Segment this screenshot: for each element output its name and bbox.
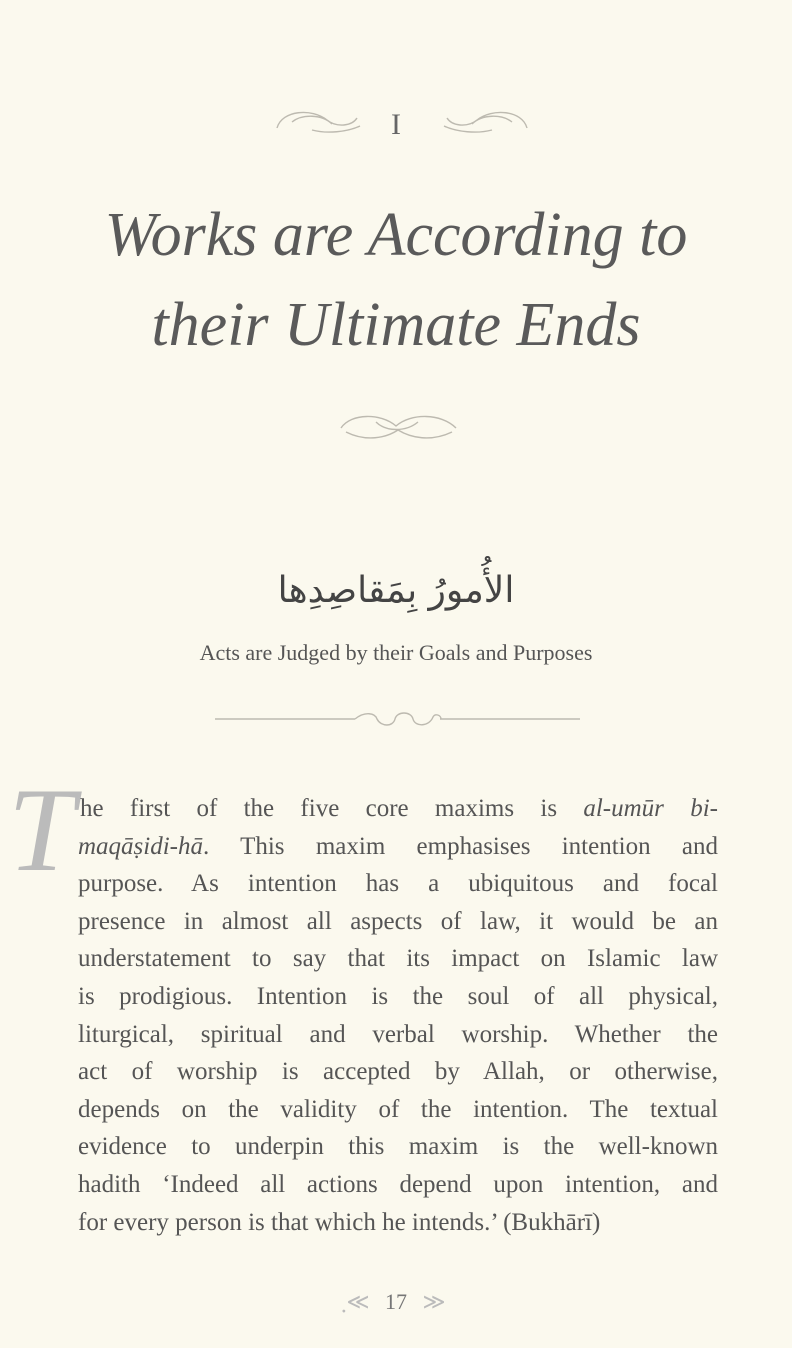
body-line: depends on the validity of the intention. The textual	[78, 1095, 718, 1123]
body-line	[78, 828, 718, 866]
body-line: hadith ‘Indeed all actions depend upon intention, and	[78, 1170, 718, 1198]
chapter-title-line-2: their Ultimate Ends	[151, 291, 641, 359]
body-line: liturgical, spiritual and verbal worship. Whether the	[78, 1020, 718, 1048]
section-divider	[215, 705, 580, 735]
text-span: he first of the five core maxims is	[80, 795, 584, 822]
maxim-translation: Acts are Judged by their Goals and Purposes	[199, 640, 593, 665]
chapter-title	[0, 190, 792, 370]
maxim-arabic: الأُمورُ بِمَقاصِدِها	[277, 570, 515, 611]
body-line: purpose. As intention has a ubiquitous and focal	[78, 870, 718, 898]
body-line: is prodigious. Intention is the soul of all physical,	[78, 982, 718, 1010]
page-number: 17	[385, 1289, 407, 1314]
body-line: presence in almost all aspects of law, it would be an	[78, 907, 718, 935]
page-footer	[0, 1284, 792, 1319]
chapter-number: I	[391, 108, 401, 141]
body-line: evidence to underpin this maxim is the well-known	[78, 1133, 718, 1161]
body-line: for every person is that which he intends.’ (Bukhārī)	[78, 1208, 601, 1236]
italic-term: al-umūr bi-	[583, 795, 718, 822]
title-ornament	[336, 408, 462, 444]
italic-term: maqāṣidi-hā	[78, 832, 203, 860]
body-line	[78, 790, 718, 828]
footer-ornament-right: ≫	[422, 1289, 446, 1314]
body-line: act of worship is accepted by Allah, or otherwise,	[78, 1058, 718, 1086]
body-paragraph	[78, 790, 718, 1241]
drop-cap: T	[8, 763, 75, 896]
body-line: understatement to say that its impact on Islamic law	[78, 945, 718, 973]
footer-ornament-left: ฺ≪	[346, 1289, 370, 1314]
chapter-title-line-1: Works are According to	[104, 201, 688, 269]
text-span: . This maxim emphasises intention and	[203, 832, 718, 860]
